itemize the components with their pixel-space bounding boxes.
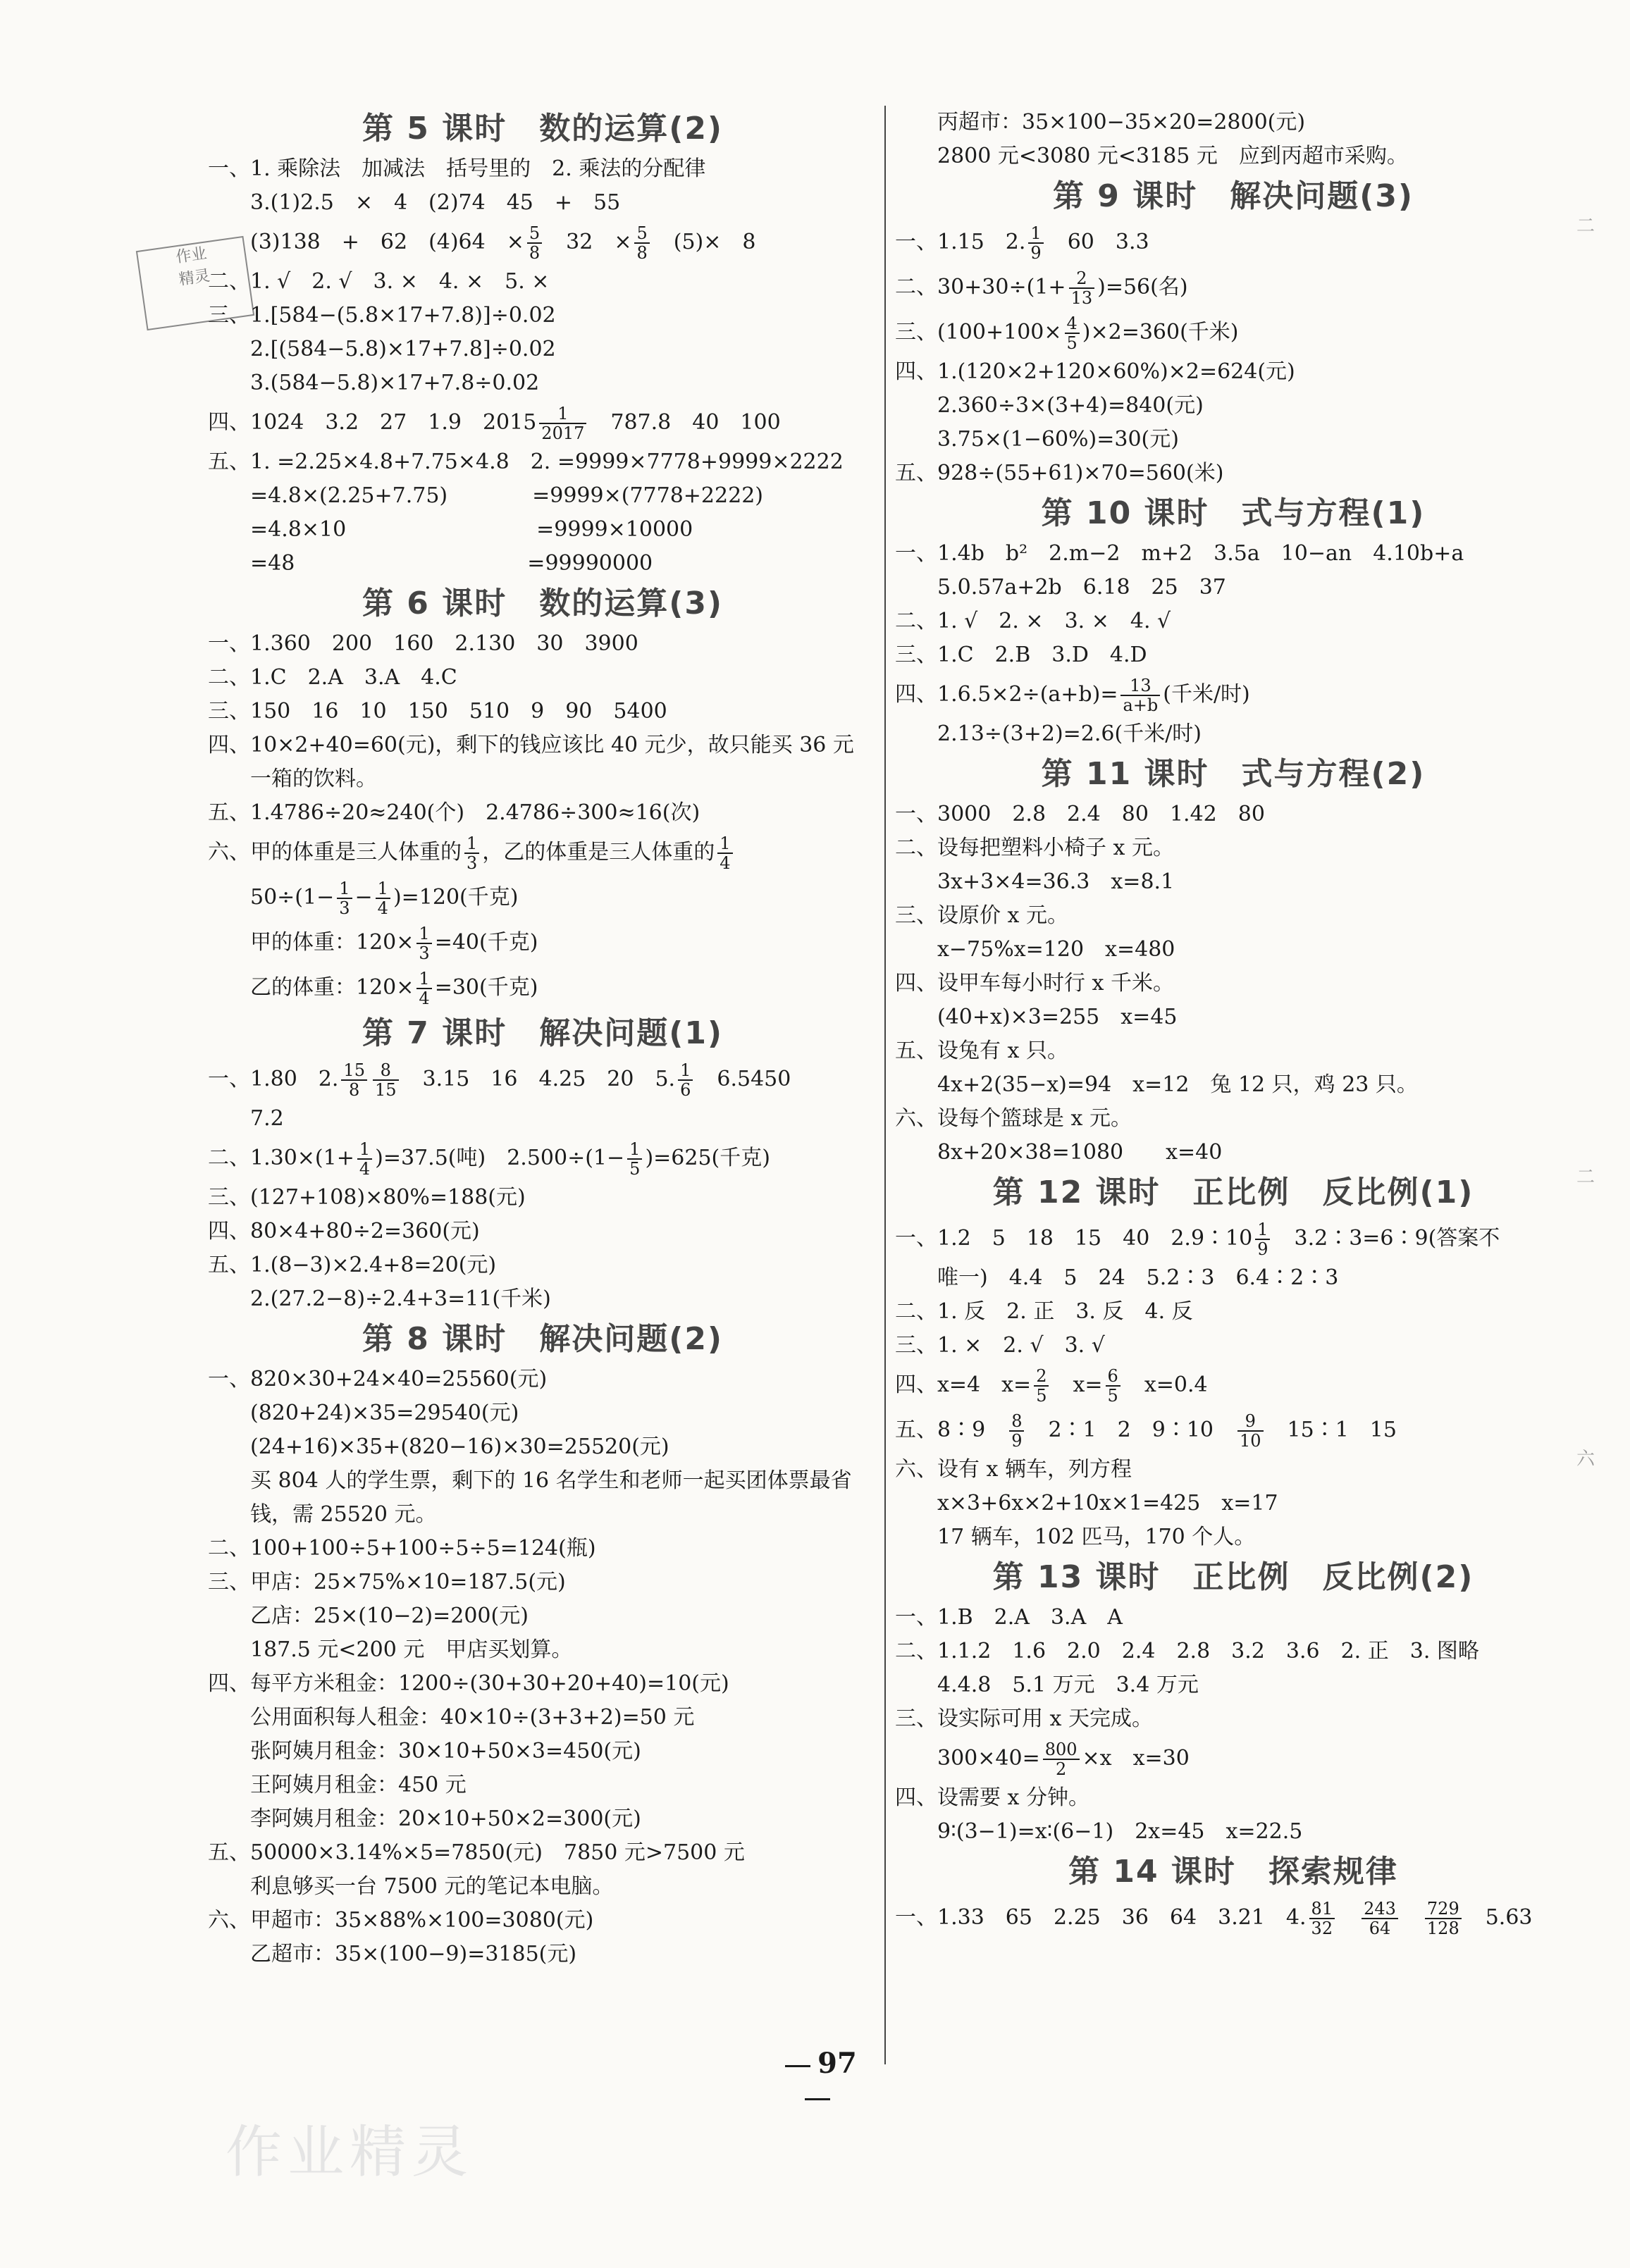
- answer-line: 2.13÷(3+2)=2.6(千米/时): [937, 721, 1202, 746]
- answer-line: 乙超市：35×(100−9)=3185(元): [250, 1942, 577, 1966]
- answer-line: 9∶(3−1)=x∶(6−1) 2x=45 x=22.5: [937, 1819, 1303, 1844]
- stamp-logo: 作业 精灵: [136, 236, 254, 330]
- fraction: $\frac{1}{4}$: [376, 879, 390, 917]
- answer-line: 一、1.15 2. $\frac{1}{9}$ 60 3.3: [895, 223, 1149, 263]
- section-title: 第 11 课时 式与方程(2): [1041, 756, 1426, 792]
- watermark: 作业精灵: [226, 2119, 474, 2185]
- answer-line: 一、820×30+24×40=25560(元): [208, 1367, 548, 1392]
- answer-line: 乙的体重：120× $\frac{1}{4}$ =30(千克): [250, 969, 538, 1008]
- section-title: 第 10 课时 式与方程(1): [1041, 495, 1426, 531]
- answer-line: =4.8×(2.25+7.75) =9999×(7778+2222): [250, 483, 763, 508]
- answer-line: 二、30+30÷(1+ $\frac{2}{13}$ )=56(名): [895, 268, 1188, 308]
- answer-line: 三、1.[584−(5.8×17+7.8)]÷0.02: [208, 303, 556, 328]
- answer-line: 三、设实际可用 x 天完成。: [895, 1706, 1153, 1731]
- answer-line: x×3+6x×2+10x×1=425 x=17: [937, 1491, 1278, 1516]
- answer-line: (40+x)×3=255 x=45: [937, 1005, 1178, 1029]
- answer-line: 六、设每个篮球是 x 元。: [895, 1106, 1132, 1131]
- answer-line: 2.(27.2−8)÷2.4+3=11(千米): [250, 1287, 551, 1311]
- answer-line: 五、1.4786÷20≈240(个) 2.4786÷300≈16(次): [208, 800, 700, 825]
- page-number: 97: [768, 2047, 867, 2113]
- section-title: 第 7 课时 解决问题(1): [362, 1015, 724, 1051]
- answer-line: =48 =99990000: [250, 551, 653, 576]
- answer-line: 一、1.33 65 2.25 36 64 3.21 4. $\frac{81}{32}$ $\frac{243}{64}$ $\frac{729}{128}$ 5.63: [895, 1899, 1533, 1938]
- answer-line: 三、(100+100× $\frac{4}{5}$ )×2=360(千米): [895, 314, 1239, 353]
- answer-line: 二、1.30×(1+ $\frac{1}{4}$ )=37.5(吨) 2.500÷(1− $\frac{1}{5}$ )=625(千克): [208, 1139, 770, 1179]
- answer-line: 2800 元<3080 元<3185 元 应到丙超市采购。: [937, 144, 1408, 168]
- answer-line: 二、1. 反 2. 正 3. 反 4. 反: [895, 1299, 1193, 1324]
- fraction: $\frac{13}{a+b}$: [1120, 676, 1160, 714]
- answer-line: 王阿姨月租金：450 元: [250, 1773, 467, 1797]
- answer-line: 三、1.C 2.B 3.D 4.D: [895, 643, 1147, 667]
- answer-line: 四、10×2+40=60(元)，剩下的钱应该比 40 元少，故只能买 36 元: [208, 733, 854, 757]
- answer-line: 五、设兔有 x 只。: [895, 1039, 1068, 1063]
- fraction: $\frac{9}{10}$: [1237, 1412, 1264, 1450]
- fraction: $\frac{1}{9}$: [1028, 224, 1043, 262]
- answer-line: 四、设甲车每小时行 x 千米。: [895, 971, 1174, 996]
- answer-line: 一箱的饮料。: [250, 767, 377, 791]
- section-title: 第 8 课时 解决问题(2): [362, 1321, 724, 1357]
- fraction: $\frac{1}{3}$: [416, 924, 431, 962]
- fraction: $\frac{8}{9}$: [1009, 1412, 1024, 1450]
- answer-line: =4.8×10 =9999×10000: [250, 517, 693, 542]
- answer-line: 钱，需 25520 元。: [250, 1502, 437, 1527]
- right-column: [895, 106, 1572, 1940]
- fraction: $\frac{1}{6}$: [678, 1061, 693, 1099]
- fraction: $\frac{1}{9}$: [1255, 1220, 1270, 1258]
- answer-line: x−75%x=120 x=480: [937, 937, 1175, 962]
- answer-line: 3.75×(1−60%)=30(元): [937, 427, 1179, 452]
- answer-line: 四、x=4 x= $\frac{2}{5}$ x= $\frac{6}{5}$ x=0.4: [895, 1366, 1208, 1406]
- answer-line: 四、1.(120×2+120×60%)×2=624(元): [895, 359, 1295, 384]
- answer-line: 二、1.C 2.A 3.A 4.C: [208, 665, 457, 690]
- left-column: [208, 106, 877, 1971]
- answer-line: 五、1.(8−3)×2.4+8=20(元): [208, 1253, 497, 1277]
- section-title: 第 12 课时 正比例 反比例(1): [992, 1175, 1474, 1210]
- fraction: $\frac{81}{32}$: [1309, 1900, 1335, 1938]
- fraction: $\frac{6}{5}$: [1106, 1367, 1120, 1405]
- answer-line: 乙店：25×(10−2)=200(元): [250, 1604, 529, 1628]
- answer-line: 四、1.6.5×2÷(a+b)= $\frac{13}{a+b}$ (千米/时): [895, 676, 1250, 715]
- answer-line: 买 804 人的学生票，剩下的 16 名学生和老师一起买团体票最省: [250, 1468, 852, 1493]
- answer-line: 张阿姨月租金：30×10+50×3=450(元): [250, 1739, 641, 1764]
- answer-line: 公用面积每人租金：40×10÷(3+3+2)=50 元: [250, 1705, 695, 1730]
- fraction: $\frac{1}{3}$: [464, 834, 479, 872]
- answer-line: 二、1.1.2 1.6 2.0 2.4 2.8 3.2 3.6 2. 正 3. 图略: [895, 1639, 1479, 1663]
- section-title: 第 5 课时 数的运算(2): [362, 111, 724, 147]
- answer-line: (820+24)×35=29540(元): [250, 1401, 519, 1425]
- fraction: $\frac{800}{2}$: [1043, 1740, 1080, 1778]
- fraction: $\frac{1}{4}$: [357, 1140, 372, 1178]
- edge-mark: 二: [1576, 1167, 1595, 1188]
- answer-line: 一、1.360 200 160 2.130 30 3900: [208, 631, 638, 656]
- answer-line: 187.5 元<200 元 甲店买划算。: [250, 1637, 573, 1662]
- section-title: 第 14 课时 探索规律: [1068, 1854, 1398, 1890]
- answer-line: 4x+2(35−x)=94 x=12 兔 12 只，鸡 23 只。: [937, 1072, 1418, 1097]
- answer-line: 四、设需要 x 分钟。: [895, 1785, 1089, 1810]
- answer-line: 二、1. √ 2. × 3. × 4. √: [895, 609, 1171, 633]
- fraction: $\frac{15}{8}$: [341, 1061, 367, 1099]
- answer-line: (3)138 + 62 (4)64 × $\frac{5}{8}$ 32 × $\frac{5}{8}$ (5)× 8: [250, 223, 756, 263]
- answer-line: 四、1024 3.2 27 1.9 2015 $\frac{1}{2017}$ 787.8 40 100: [208, 404, 781, 443]
- answer-line: 三、1. × 2. √ 3. √: [895, 1333, 1105, 1358]
- fraction: $\frac{1}{4}$: [416, 969, 431, 1008]
- fraction: $\frac{1}{3}$: [337, 879, 352, 917]
- answer-line: 2.360÷3×(3+4)=840(元): [937, 393, 1204, 418]
- answer-line: 17 辆车，102 匹马，170 个人。: [937, 1525, 1256, 1549]
- answer-line: 50÷(1− $\frac{1}{3}$ − $\frac{1}{4}$ )=120(千克): [250, 879, 519, 918]
- answer-line: 五、50000×3.14%×5=7850(元) 7850 元>7500 元: [208, 1840, 745, 1865]
- answer-line: 5.0.57a+2b 6.18 25 37: [937, 575, 1226, 600]
- section-title: 第 13 课时 正比例 反比例(2): [992, 1559, 1474, 1595]
- answer-line: 三、150 16 10 150 510 9 90 5400: [208, 699, 667, 724]
- fraction: $\frac{1}{4}$: [717, 834, 732, 872]
- answer-line: 一、1.4b b² 2.m−2 m+2 3.5a 10−an 4.10b+a: [895, 541, 1464, 566]
- section-title: 第 6 课时 数的运算(3): [362, 585, 724, 621]
- fraction: $\frac{5}{8}$: [527, 224, 542, 262]
- answer-line: 六、设有 x 辆车，列方程: [895, 1457, 1132, 1482]
- answer-line: 六、甲超市：35×88%×100=3080(元): [208, 1908, 594, 1933]
- edge-mark: 六: [1576, 1449, 1595, 1470]
- answer-line: 二、100+100÷5+100÷5÷5=124(瓶): [208, 1536, 596, 1561]
- answer-line: 一、1. 乘除法 加减法 括号里的 2. 乘法的分配律: [208, 156, 706, 181]
- answer-line: 利息够买一台 7500 元的笔记本电脑。: [250, 1874, 614, 1899]
- answer-line: 三、甲店：25×75%×10=187.5(元): [208, 1570, 566, 1594]
- answer-line: 五、1. =2.25×4.8+7.75×4.8 2. =9999×7778+9999×2222: [208, 450, 844, 474]
- answer-line: (24+16)×35+(820−16)×30=25520(元): [250, 1434, 669, 1459]
- answer-line: 丙超市：35×100−35×20=2800(元): [937, 110, 1306, 135]
- answer-line: 二、1. √ 2. √ 3. × 4. × 5. ×: [208, 269, 550, 294]
- fraction: $\frac{1}{5}$: [627, 1140, 642, 1178]
- answer-line: 2.[(584−5.8)×17+7.8]÷0.02: [250, 337, 556, 361]
- answer-line: 四、每平方米租金：1200÷(30+30+20+40)=10(元): [208, 1671, 729, 1696]
- answer-line: 甲的体重：120× $\frac{1}{3}$ =40(千克): [250, 924, 538, 963]
- answer-line: 7.2: [250, 1106, 284, 1131]
- answer-line: 一、1.80 2. $\frac{15}{8}$ $\frac{8}{15}$ 3.15 16 4.25 20 5. $\frac{1}{6}$ 6.5450: [208, 1060, 791, 1100]
- answer-line: 三、设原价 x 元。: [895, 903, 1068, 928]
- edge-mark: 二: [1576, 216, 1595, 237]
- answer-line: 五、8∶9 $\frac{8}{9}$ 2∶1 2 9∶10 $\frac{9}{10}$ 15∶1 15: [895, 1411, 1397, 1451]
- answer-line: 一、1.2 5 18 15 40 2.9∶10 $\frac{1}{9}$ 3.2∶3=6∶9(答案不: [895, 1220, 1500, 1259]
- answer-line: 五、928÷(55+61)×70=560(米): [895, 461, 1224, 485]
- answer-line: 李阿姨月租金：20×10+50×2=300(元): [250, 1807, 641, 1831]
- answer-line: 六、甲的体重是三人体重的 $\frac{1}{3}$ ，乙的体重是三人体重的 $\frac{1}{4}$: [208, 830, 877, 875]
- answer-line: 8x+20×38=1080 x=40: [937, 1140, 1223, 1165]
- answer-line: 一、3000 2.8 2.4 80 1.42 80: [895, 802, 1265, 826]
- section-title: 第 9 课时 解决问题(3): [1052, 178, 1414, 214]
- fraction: $\frac{2}{5}$: [1034, 1367, 1049, 1405]
- answer-line: 四、80×4+80÷2=360(元): [208, 1219, 480, 1244]
- answer-line: 4.4.8 5.1 万元 3.4 万元: [937, 1673, 1199, 1697]
- answer-line: 3.(1)2.5 × 4 (2)74 45 + 55: [250, 190, 621, 215]
- fraction: $\frac{5}{8}$: [634, 224, 649, 262]
- answer-line: 一、1.B 2.A 3.A A: [895, 1605, 1123, 1630]
- column-divider: [884, 106, 886, 2064]
- fraction: $\frac{4}{5}$: [1065, 314, 1080, 352]
- fraction: $\frac{243}{64}$: [1362, 1900, 1398, 1938]
- fraction: $\frac{1}{2017}$: [539, 404, 586, 442]
- fraction: $\frac{729}{128}$: [1425, 1900, 1462, 1938]
- answer-line: 二、设每把塑料小椅子 x 元。: [895, 836, 1174, 860]
- fraction: $\frac{2}{13}$: [1069, 269, 1095, 307]
- answer-line: 300×40= $\frac{800}{2}$ ×x x=30: [937, 1740, 1190, 1779]
- answer-line: 唯一) 4.4 5 24 5.2∶3 6.4∶2∶3: [937, 1265, 1339, 1290]
- answer-line: 3.(584−5.8)×17+7.8÷0.02: [250, 371, 540, 395]
- fraction: $\frac{8}{15}$: [373, 1061, 399, 1099]
- answer-line: 三、(127+108)×80%=188(元): [208, 1185, 526, 1210]
- answer-line: 3x+3×4=36.3 x=8.1: [937, 869, 1175, 894]
